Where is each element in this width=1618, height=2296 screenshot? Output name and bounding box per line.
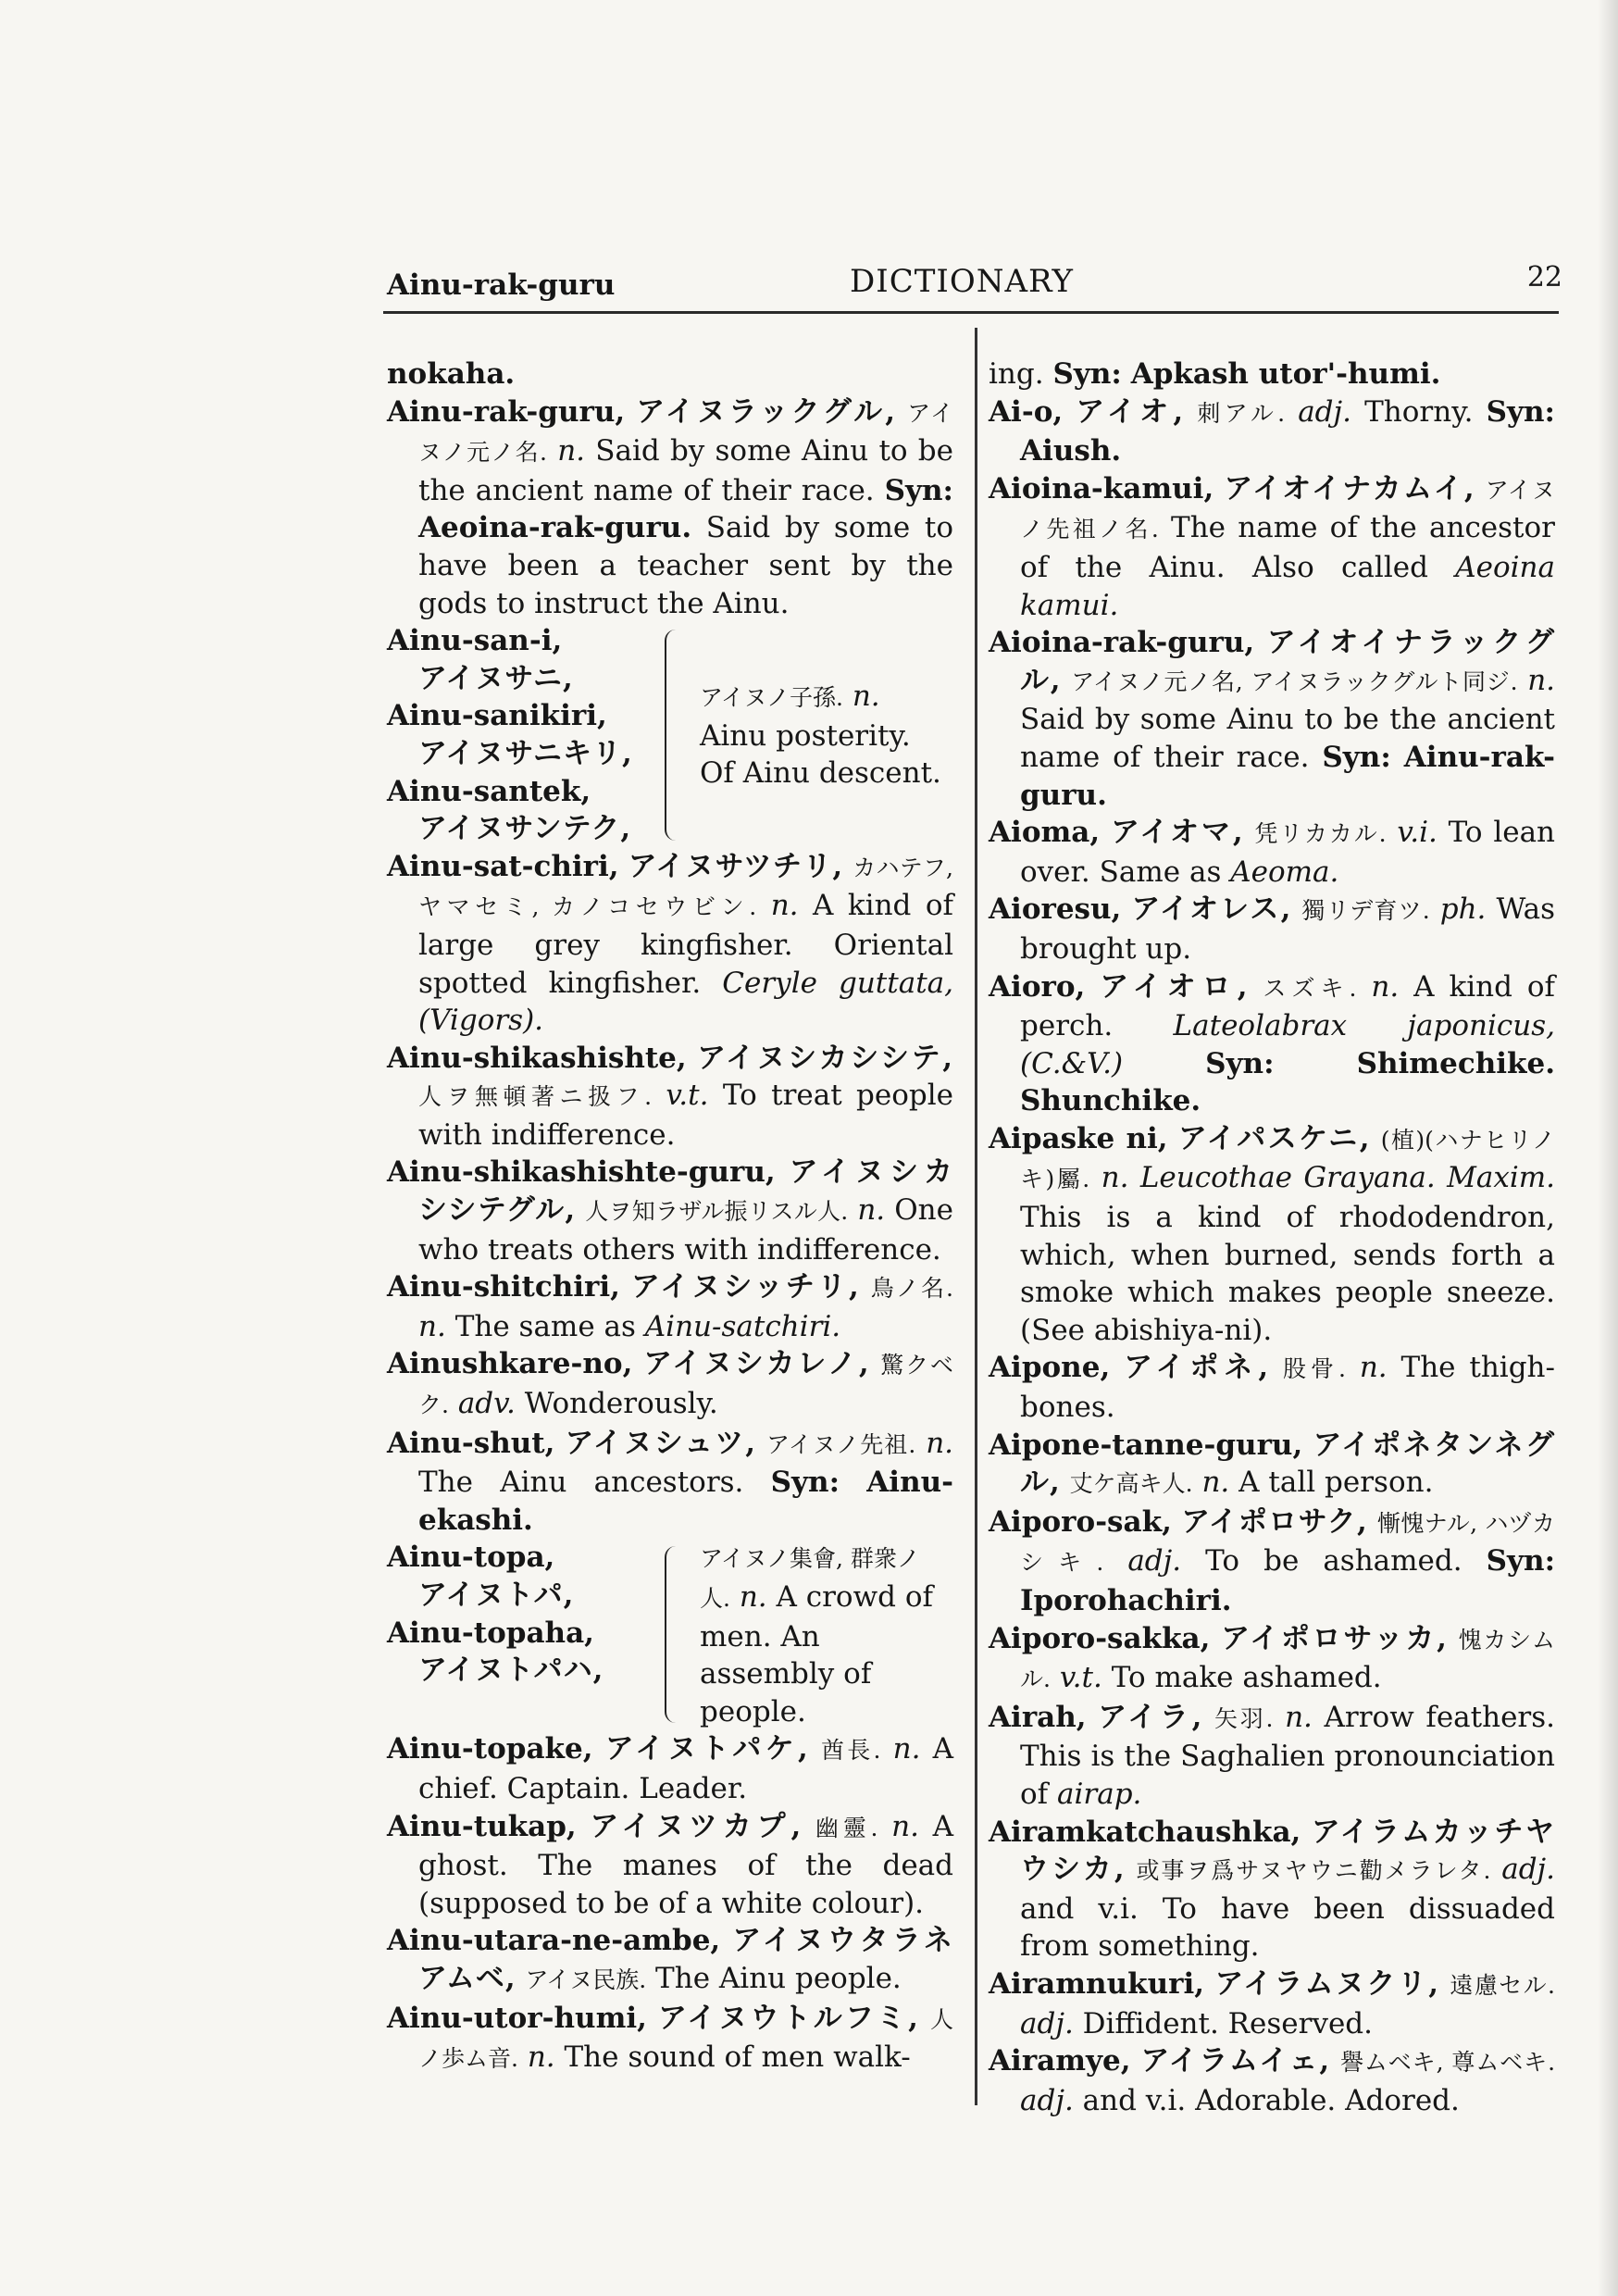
part-of-speech: adj.: [1020, 2006, 1074, 2040]
headword: Ainu-utara-ne-ambe,: [387, 1924, 721, 1958]
definition-text: One who treats others with indifference.: [418, 1193, 953, 1267]
grouped-definition: [700, 678, 953, 792]
japanese-gloss: 人ノ歩ム音.: [418, 2005, 953, 2073]
dictionary-entry: [989, 1965, 1555, 2042]
headword: Ainu-topaha,: [387, 1616, 594, 1650]
headword: Ainu-santek,: [387, 774, 591, 808]
part-of-speech: n.: [527, 2040, 555, 2075]
scientific-name: airap.: [1057, 1777, 1142, 1811]
dictionary-entry: [989, 2042, 1555, 2119]
dictionary-entry: [387, 1922, 953, 1999]
definition-text: Arrow feathers. This is the Saghalien pronounciation of: [1020, 1700, 1556, 1811]
part-of-speech: n.: [1371, 969, 1400, 1004]
definition-text: A kind of perch.: [1020, 969, 1555, 1043]
headword-kana: アイヌサニキリ,: [418, 736, 633, 770]
headword-kana: アイヌシカシシテ,: [697, 1041, 953, 1075]
headword: Ainu-shitchiri,: [387, 1270, 620, 1304]
headword-kana: アイラムイェ,: [1140, 2044, 1331, 2078]
part-of-speech: n.: [926, 1426, 954, 1460]
grouped-headwords: [387, 1539, 665, 1730]
synonym: Shimechike. Shunchike.: [1020, 1046, 1556, 1118]
japanese-gloss: 譽ムベキ, 尊ムベキ.: [1339, 2049, 1556, 2077]
headword-kana: アイパスケニ,: [1177, 1121, 1371, 1155]
definition-text: and v.i. To have been dissuaded from something.: [1020, 1891, 1555, 1964]
synonym-label: Syn:: [770, 1466, 840, 1500]
headword: Aioresu,: [989, 892, 1122, 927]
part-of-speech: n.: [1285, 1700, 1313, 1734]
japanese-gloss: 或事ヲ爲サヌヤウニ勸メラレタ.: [1136, 1857, 1491, 1885]
dictionary-entry: [387, 1154, 953, 1268]
headword-kana: アイオ,: [1076, 394, 1185, 429]
headword-kana: アイヌシッチリ,: [630, 1270, 860, 1304]
headword-kana: アイヌトパケ,: [604, 1732, 809, 1766]
running-head-word: Ainu-rak-guru: [387, 268, 616, 302]
headword: Ainu-topake,: [387, 1732, 593, 1766]
part-of-speech: adj.: [1501, 1853, 1556, 1887]
japanese-gloss: 愧カシムル.: [1020, 1626, 1555, 1693]
headword-kana: アイヌツカプ,: [590, 1809, 803, 1843]
definition-text: The sound of men walk-: [564, 2040, 911, 2075]
definition-text: The Ainu people.: [655, 1961, 902, 1995]
headword: Ainu-shikashishte,: [387, 1041, 687, 1075]
part-of-speech: adj.: [1020, 2083, 1074, 2117]
definition-text: This is a kind of rhododendron, which, when burned, sends forth a smoke which makes people sneeze. (See abishiya-ni).: [1020, 1201, 1555, 1347]
definition-text: To treat people with indifference.: [418, 1079, 953, 1152]
headword-kana: アイオイナカムイ,: [1224, 471, 1475, 505]
japanese-gloss: 酋長.: [820, 1737, 881, 1765]
headword: Ainu-rak-guru,: [387, 394, 626, 429]
grouped-entry: [387, 1539, 953, 1730]
part-of-speech: n.: [557, 434, 586, 468]
headword: Ainu-topa,: [387, 1541, 555, 1575]
dictionary-entry: [387, 393, 953, 623]
headword-kana: アイポロサッカ,: [1221, 1621, 1448, 1655]
headword-kana: アイヌウトルフミ,: [657, 2001, 919, 2035]
grouped-entry: [387, 622, 953, 848]
left-column: [387, 356, 953, 2078]
page-number: 22: [1526, 261, 1562, 293]
headword-kana: アイラムヌクリ,: [1214, 1966, 1440, 2001]
japanese-gloss: アイヌ民族.: [525, 1965, 647, 1993]
dictionary-entry: [387, 1268, 953, 1345]
synonym-label: Syn:: [1052, 357, 1122, 391]
dictionary-entry: [989, 1699, 1555, 1814]
definition-text: The Ainu ancestors.: [418, 1466, 744, 1500]
page-title: DICTIONARY: [850, 263, 1074, 300]
scientific-name: Aeoma.: [1230, 855, 1339, 889]
japanese-gloss: 驚クベク.: [418, 1352, 953, 1419]
synonym: Ainu-ekashi.: [418, 1466, 954, 1537]
dictionary-entry: [989, 1620, 1555, 1699]
page-edge-shadow: [1598, 0, 1618, 2296]
continued-text: nokaha.: [387, 357, 516, 391]
headword: Ainu-tukap,: [387, 1809, 577, 1843]
part-of-speech: adv.: [457, 1387, 516, 1421]
headword: Aioma,: [989, 816, 1101, 850]
part-of-speech: v.t.: [666, 1079, 709, 1113]
definition-text: The same as: [454, 1309, 636, 1343]
dictionary-entry: [387, 1808, 953, 1923]
scientific-name: Ainu-satchiri.: [644, 1309, 841, 1343]
headword-kana: アイラムカッチヤウシカ,: [1020, 1815, 1555, 1887]
dictionary-entry: [989, 393, 1555, 470]
right-column: [989, 356, 1555, 2119]
headword: Aipone,: [989, 1351, 1111, 1385]
headword: Aipone-tanne-guru,: [989, 1428, 1303, 1462]
definition-text: Said by some Ainu to be the ancient name of their race.: [418, 434, 953, 507]
part-of-speech: n.: [1527, 663, 1556, 697]
headword-kana: アイオレス,: [1131, 892, 1292, 927]
japanese-gloss: 鳥ノ名.: [870, 1275, 953, 1303]
japanese-gloss: 人ヲ無頓著ニ扱フ.: [418, 1083, 653, 1111]
headword: Ainu-sanikiri,: [387, 699, 607, 733]
synonym-label: Syn:: [1322, 740, 1391, 774]
definition-text: Said by some to have been a teacher sent by the gods to instruct the Ainu.: [418, 511, 953, 620]
japanese-gloss: アイヌノ子孫.: [700, 684, 843, 712]
dictionary-entry: [387, 2000, 953, 2078]
definition-text: The name of the ancestor of the Ainu. Also called: [1020, 511, 1556, 584]
japanese-gloss: アイヌノ元ノ名, アイヌラックグルト同ジ.: [1071, 668, 1518, 695]
synonym: Aiush.: [1020, 434, 1122, 468]
headword-kana: アイヌサンテク,: [418, 812, 632, 846]
definition-text: To make ashamed.: [1111, 1661, 1382, 1695]
definition-text: Was brought up.: [1020, 892, 1556, 966]
dictionary-entry: [989, 1120, 1555, 1350]
japanese-gloss: アイヌノ集會, 群衆ノ人.: [700, 1545, 920, 1612]
dictionary-entry: [387, 1345, 953, 1424]
japanese-gloss: 幽靈.: [815, 1814, 878, 1841]
part-of-speech: n.: [739, 1580, 767, 1614]
definition-text: Said by some Ainu to be the ancient name of their race.: [1020, 703, 1555, 774]
headword: Ainu-san-i,: [387, 624, 563, 658]
headword-kana: アイオイナラックグル,: [1020, 626, 1556, 697]
definition-text: A ghost. The manes of the dead (supposed to be of a white colour).: [418, 1809, 954, 1920]
part-of-speech: n.: [770, 889, 799, 923]
part-of-speech: adj.: [1127, 1544, 1182, 1578]
part-of-speech: n.: [892, 1732, 921, 1766]
part-of-speech: v.i.: [1397, 816, 1438, 850]
column-divider: [975, 328, 977, 2105]
part-of-speech: adj.: [1298, 394, 1351, 429]
headword: Ainu-sat-chiri,: [387, 849, 619, 883]
headword: Ainu-shikashishte-guru,: [387, 1155, 776, 1190]
dictionary-entry: [989, 624, 1555, 814]
headword-kana: アイヌシカレノ,: [643, 1347, 870, 1381]
part-of-speech: n.: [857, 1193, 886, 1228]
dictionary-entry: [989, 1504, 1555, 1620]
dictionary-entry: [387, 1040, 953, 1154]
dictionary-entry: [387, 1425, 953, 1540]
headword-kana: アイヌサツチリ,: [628, 849, 844, 883]
definition-text: Ainu posterity. Of Ainu descent.: [700, 718, 941, 791]
headword: Airah,: [989, 1700, 1087, 1734]
definition-text: Thorny.: [1364, 394, 1474, 429]
japanese-gloss: カハテフ, ヤマセミ, カノコセウビン.: [418, 854, 953, 921]
definition-text: Wonderously.: [524, 1387, 718, 1421]
part-of-speech: v.t.: [1059, 1661, 1102, 1695]
dictionary-entry: [989, 470, 1555, 624]
headword: Airamye,: [989, 2044, 1131, 2078]
japanese-gloss: 股骨.: [1283, 1355, 1346, 1383]
part-of-speech: n.: [1359, 1351, 1388, 1385]
japanese-gloss: アイヌノ元ノ名.: [418, 399, 953, 467]
header-rule: [383, 311, 1559, 314]
japanese-gloss: アイヌノ先祖.: [765, 1430, 916, 1458]
continued-text: ing.: [989, 357, 1044, 391]
synonym: Apkash utor'-humi.: [1130, 357, 1441, 391]
headword-kana: アイポネ,: [1124, 1351, 1270, 1385]
grouped-definition: [700, 1539, 953, 1730]
headword: Ainu-utor-humi,: [387, 2001, 647, 2035]
synonym: Ainu-rak-guru.: [1020, 740, 1556, 812]
headword-kana: アイヌウタラネアムベ,: [418, 1924, 953, 1995]
japanese-gloss: 人ヲ知ラザル振リスル人.: [585, 1198, 849, 1226]
definition-text: A crowd of men. An assembly of people.: [700, 1580, 933, 1728]
synonym: Aeoina-rak-guru.: [418, 511, 692, 545]
definition-text: A kind of large grey kingfisher. Oriental spotted kingfisher.: [418, 889, 954, 1000]
headword: Aiporo-sak,: [989, 1504, 1172, 1539]
headword-kana: アイヌシカシシテグル,: [418, 1155, 954, 1228]
scientific-name: Aeoina kamui.: [1020, 550, 1555, 622]
headword-kana: アイヌシュツ,: [565, 1426, 757, 1460]
japanese-gloss: スズキ.: [1263, 974, 1357, 1002]
headword-kana: アイヌラックグル,: [636, 394, 897, 429]
headword-kana: アイヌトパ,: [418, 1578, 575, 1612]
japanese-gloss: 遠慮セル.: [1450, 1971, 1556, 1999]
headword-kana: アイヌサニ,: [418, 661, 574, 695]
continued-entry: [387, 356, 953, 393]
dictionary-entry: [989, 1349, 1555, 1426]
headword: Ai-o,: [989, 394, 1064, 429]
headword: Airamkatchaushka,: [989, 1815, 1301, 1849]
part-of-speech: n.: [418, 1309, 446, 1343]
definition-text: To be ashamed.: [1205, 1544, 1462, 1578]
japanese-gloss: アイヌノ先祖ノ名.: [1020, 476, 1555, 543]
japanese-gloss: (植)(ハナヒリノキ)屬.: [1020, 1126, 1555, 1193]
headword: Aioro,: [989, 969, 1086, 1004]
dictionary-entry: [989, 891, 1555, 967]
japanese-gloss: 慚愧ナル, ハヅカシキ.: [1020, 1509, 1555, 1577]
scientific-name: Lateolabrax japonicus, (C.&V.): [1020, 1009, 1556, 1080]
part-of-speech: ph.: [1439, 892, 1487, 927]
part-of-speech: n.: [1201, 1466, 1230, 1500]
definition-text: A chief. Captain. Leader.: [418, 1732, 954, 1805]
definition-text: Diffident. Reserved.: [1082, 2006, 1374, 2040]
part-of-speech: n.: [1101, 1161, 1129, 1195]
definition-text: A tall person.: [1238, 1466, 1434, 1500]
japanese-gloss: 刺アル.: [1197, 399, 1286, 427]
continued-entry: [989, 356, 1555, 393]
definition-text: The thigh-bones.: [1020, 1351, 1555, 1425]
headword: Aioina-kamui,: [989, 471, 1214, 505]
headword-kana: アイオマ,: [1110, 816, 1244, 850]
brace-bracket: [665, 1546, 683, 1723]
synonym: Iporohachiri.: [1020, 1584, 1232, 1617]
dictionary-entry: [989, 1427, 1555, 1504]
headword: Ainu-shut,: [387, 1426, 555, 1460]
part-of-speech: n.: [891, 1809, 919, 1843]
headword: Airamnukuri,: [989, 1966, 1205, 2001]
headword: Aioina-rak-guru,: [989, 626, 1255, 660]
japanese-gloss: 丈ケ高キ人.: [1069, 1470, 1193, 1498]
dictionary-entry: [387, 1730, 953, 1807]
headword: Aiporo-sakka,: [989, 1621, 1211, 1655]
synonym-label: Syn:: [1486, 1544, 1556, 1578]
synonym-label: Syn:: [1486, 394, 1555, 429]
japanese-gloss: 獨リデ育ツ.: [1301, 897, 1430, 925]
dictionary-entry: [989, 1814, 1555, 1965]
synonym-label: Syn:: [1205, 1046, 1275, 1080]
headword-kana: アイラ,: [1098, 1700, 1203, 1734]
headword-kana: アイポロサク,: [1181, 1504, 1368, 1539]
dictionary-entry: [387, 848, 953, 1040]
part-of-speech: n.: [852, 680, 880, 714]
dictionary-entry: [989, 968, 1555, 1120]
japanese-gloss: 凭リカカル.: [1254, 820, 1387, 848]
headword: Ainushkare-no,: [387, 1347, 633, 1381]
headword: Aipaske ni,: [989, 1121, 1168, 1155]
grouped-headwords: [387, 622, 665, 848]
definition-text: To lean over. Same as: [1020, 816, 1556, 889]
headword-kana: アイヌトパハ,: [418, 1653, 604, 1688]
headword-kana: アイオロ,: [1100, 969, 1249, 1004]
definition-text: and v.i. Adorable. Adored.: [1082, 2083, 1460, 2117]
brace-bracket: [665, 630, 683, 841]
synonym-label: Syn:: [884, 473, 953, 507]
headword-kana: アイポネタンネグル,: [1020, 1428, 1556, 1500]
japanese-gloss: 矢羽.: [1214, 1704, 1274, 1732]
scientific-name: Ceryle guttata, (Vigors).: [418, 966, 953, 1038]
dictionary-entry: [989, 814, 1555, 891]
scientific-name: Leucothae Grayana. Maxim.: [1139, 1161, 1555, 1195]
running-header: [387, 256, 1562, 311]
